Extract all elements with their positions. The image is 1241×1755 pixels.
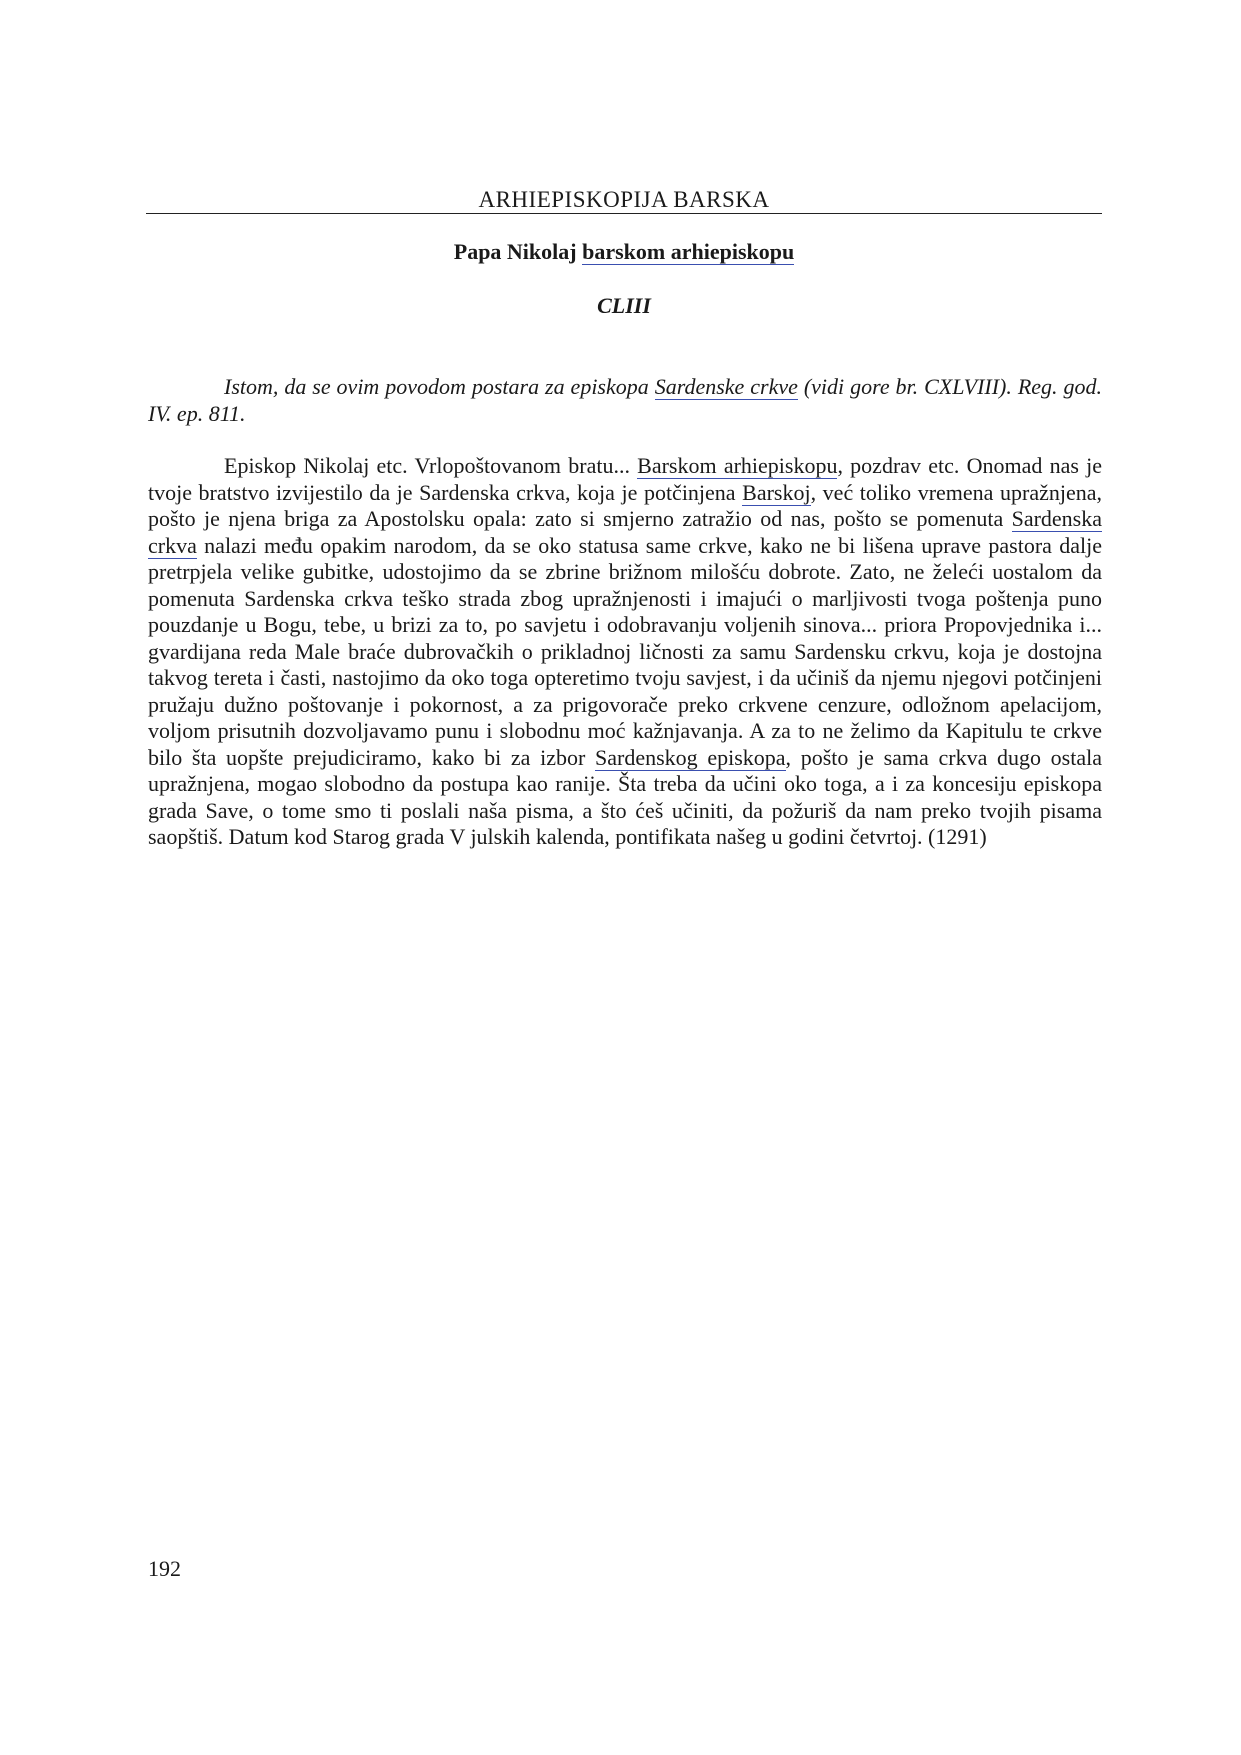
title-link-barskom-arhiepiskopu[interactable]: barskom arhiepiskopu bbox=[582, 239, 795, 264]
running-head: ARHIEPISKOPIJA BARSKA bbox=[478, 187, 770, 212]
editorial-note bbox=[148, 374, 1102, 427]
note-text-2: (vidi gore br. CXLVIII). Reg. god. IV. ep. 811. bbox=[148, 374, 1102, 426]
page-number: 192 bbox=[148, 1556, 181, 1581]
note-link-sardenske-crkve[interactable]: Sardenske crkve bbox=[654, 374, 798, 399]
body-text-2: , pozdrav etc. Onomad nas je tvoje bratstvo izvijestilo da je Sardenska crkva, koja je potčinjena bbox=[148, 453, 1102, 505]
document-number: CLIII bbox=[597, 293, 651, 318]
document-body bbox=[148, 453, 1102, 851]
document-title bbox=[146, 238, 1102, 266]
body-link-barskom-arhiepiskopu[interactable]: Barskom arhiepiskopu bbox=[637, 453, 838, 478]
body-text-5: , pošto je sama crkva dugo ostala upražnjena, mogao slobodno da postupa kao ranije. Šta treba da učini oko toga, a i za koncesiju episkopa grada Save, o tome smo ti poslali naša pisma, a što ćeš učiniti, da požuriš da nam preko tvojih pisama saopštiš. Datum kod Starog grada V julskih kalenda, pontifikata našeg u godini četvrtoj. (1291) bbox=[148, 744, 1102, 849]
note-text-1: Istom, da se ovim povodom postara za episkopa bbox=[224, 374, 655, 399]
body-link-barskoj[interactable]: Barskoj bbox=[742, 479, 811, 505]
header-rule bbox=[146, 213, 1102, 214]
body-paragraph bbox=[148, 453, 1102, 851]
body-link-sardenskog-episkopa[interactable]: Sardenskog episkopa bbox=[595, 744, 786, 770]
body-text-1: Episkop Nikolaj etc. Vrlopoštovanom bratu... bbox=[224, 453, 638, 478]
body-text-3: , već toliko vremena upražnjena, pošto je njena briga za Apostolsku opala: zato si smjerno zatražio od nas, pošto se pomenuta bbox=[148, 479, 1102, 531]
title-prefix: Papa Nikolaj bbox=[453, 239, 583, 264]
body-text-4: nalazi među opakim narodom, da se oko statusa same crkve, kako ne bi lišena uprave pastora dalje pretrpjela velike gubitke, udostojimo da se zbrine brižnom milošću dobrote. Zato, ne želeći uostalom da pomenuta Sardenska crkva teško strada zbog upražnjenosti i imajući o marljivosti tvoga poštenja puno pouzdanje u Bogu, tebe, u brizi za to, po savjetu i odobravanju voljenih sinova... priora Propovjednika i... gvardijana reda Male braće dubrovačkih o prikladnoj ličnosti za samu Sardensku crkvu, koja je dostojna takvog tereta i časti, nastojimo da oko toga opteretimo tvoju savjest, i da učiniš da njemu njegovi potčinjeni pružaju dužno poštovanje i pokornost, a za prigovorače preko crkvene cenzure, odložnom apelacijom, voljom prisutnih dozvoljavamo punu i slobodnu moć kažnjavanja. A za to ne želimo da Kapitulu te crkve bilo šta uopšte prejudiciramo, kako bi za izbor bbox=[148, 532, 1102, 770]
body-link-sardenska-crkva[interactable]: Sardenska crkva bbox=[148, 506, 1102, 558]
note-paragraph bbox=[148, 374, 1102, 427]
